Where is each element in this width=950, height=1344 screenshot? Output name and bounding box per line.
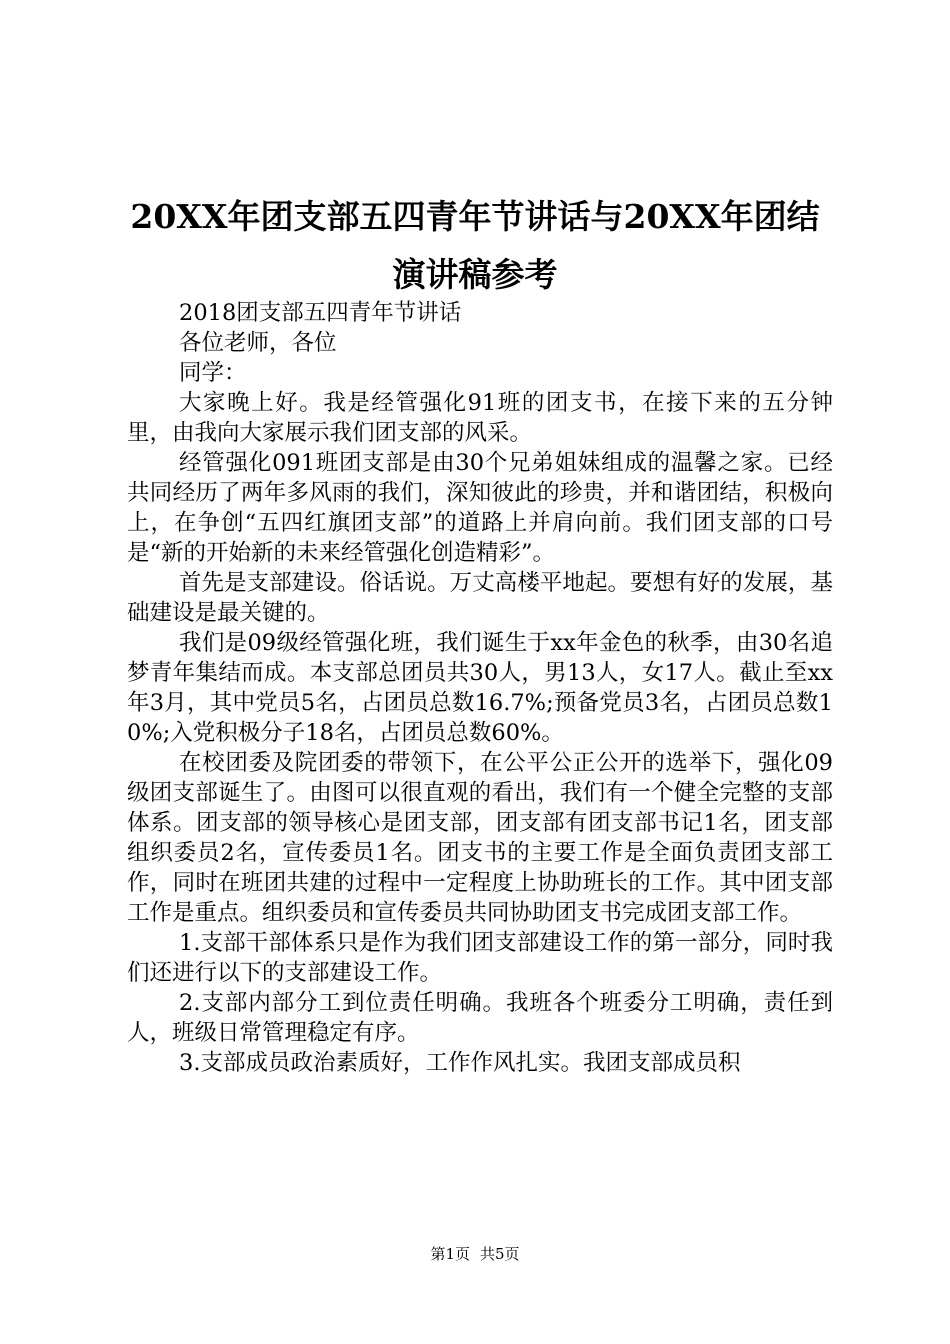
document-title xyxy=(100,188,850,304)
title-line-1: 20XX年团支部五四青年节讲话与20XX年团结 xyxy=(130,197,820,236)
salutation-line-1: 各位老师，各位 xyxy=(179,330,337,356)
list-item-3: 3.支部成员政治素质好，工作作风扎实。我团支部成员积 xyxy=(179,1050,741,1076)
list-item-1: 1.支部干部体系只是作为我们团支部建设工作的第一部分，同时我们还进行以下的支部建设工作。 xyxy=(127,930,833,986)
document-body xyxy=(127,298,833,1078)
title-line-2: 演讲稿参考 xyxy=(392,255,558,294)
paragraph-greeting: 大家晚上好。我是经管强化91班的团支书，在接下来的五分钟里，由我向大家展示我们团支部的风采。 xyxy=(127,390,833,446)
page-footer xyxy=(0,1244,950,1264)
paragraph-intro: 经管强化091班团支部是由30个兄弟姐妹组成的温馨之家。已经共同经历了两年多风雨的我们，深知彼此的珍贵，并和谐团结，积极向上，在争创“五四红旗团支部”的道路上并肩向前。我们团支部的口号是“新的开始新的未来经管强化创造精彩”。 xyxy=(127,450,833,566)
list-item-2: 2.支部内部分工到位责任明确。我班各个班委分工明确，责任到人，班级日常管理稳定有序。 xyxy=(127,990,833,1046)
speech-heading: 2018团支部五四青年节讲话 xyxy=(179,300,462,326)
paragraph-members: 我们是09级经管强化班，我们诞生于xx年金色的秋季，由30名追梦青年集结而成。本支部总团员共30人，男13人，女17人。截止至xx年3月，其中党员5名，占团员总数16.7%;预备党员3名，占团员总数10%;入党积极分子18名，占团员总数60%。 xyxy=(127,630,833,746)
salutation-line-2: 同学： xyxy=(179,360,247,386)
paragraph-construction: 首先是支部建设。俗话说。万丈高楼平地起。要想有好的发展，基础建设是最关键的。 xyxy=(127,570,833,626)
page-number: 第1页 xyxy=(430,1245,470,1263)
page-total: 共5页 xyxy=(480,1245,520,1263)
paragraph-structure: 在校团委及院团委的带领下，在公平公正公开的选举下，强化09级团支部诞生了。由图可以很直观的看出，我们有一个健全完整的支部体系。团支部的领导核心是团支部，团支部有团支部书记1名，团支部组织委员2名，宣传委员1名。团支书的主要工作是全面负责团支部工作，同时在班团共建的过程中一定程度上协助班长的工作。其中团支部工作是重点。组织委员和宣传委员共同协助团支书完成团支部工作。 xyxy=(127,750,833,926)
